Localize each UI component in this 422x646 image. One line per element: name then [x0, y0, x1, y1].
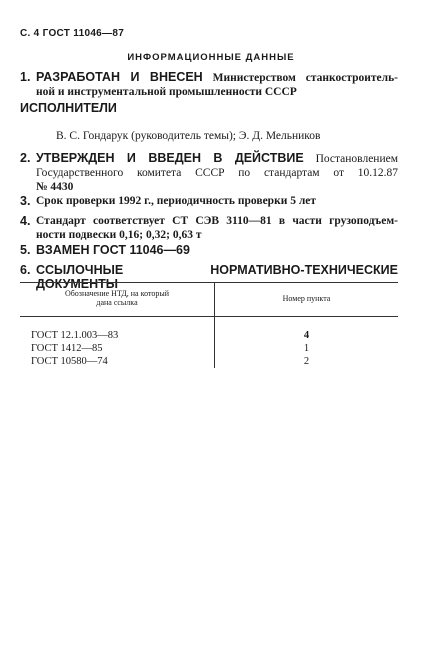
section-3 — [20, 194, 398, 208]
section-heading: УТВЕРЖДЕН И ВВЕДЕН В ДЕЙСТВИЕ — [36, 151, 304, 165]
column-header-line: Обозначение НТД, на который — [64, 289, 170, 298]
section-6-text: ССЫЛОЧНЫЕ НОРМАТИВНО-ТЕХНИЧЕСКИЕ ДОКУМЕНТЫ — [36, 263, 398, 291]
section-number: 3. — [20, 194, 31, 208]
table-header-row — [20, 283, 398, 317]
cell-document: ГОСТ 1412—85 — [20, 342, 215, 355]
section-2-line-3: № 4430 — [36, 181, 74, 193]
reference-table — [20, 282, 398, 368]
section-text: Постановлением — [315, 153, 398, 165]
table-row — [20, 317, 398, 343]
section-text: Министерством станкостроитель- — [212, 72, 399, 84]
executors-heading: ИСПОЛНИТЕЛИ — [20, 101, 117, 115]
section-4 — [20, 214, 398, 242]
section-number: 4. — [20, 214, 31, 228]
section-heading: РАЗРАБОТАН И ВНЕСЕН — [36, 70, 203, 84]
table-row — [20, 342, 398, 355]
cell-document: ГОСТ 12.1.003—83 — [20, 317, 215, 343]
cell-item-number: 1 — [303, 343, 310, 354]
section-number: 2. — [20, 151, 31, 165]
executors-text: В. С. Гондарук (руководитель темы); Э. Д. Мельников — [56, 130, 321, 142]
cell-item-number: 2 — [303, 356, 310, 367]
section-5-text: ВЗАМЕН ГОСТ 11046—69 — [36, 243, 190, 257]
cell-document: ГОСТ 10580—74 — [20, 355, 215, 368]
table-row — [20, 355, 398, 368]
section-1-line-2: ной и инструментальной промышленности СССР — [36, 86, 297, 98]
section-1 — [20, 70, 398, 99]
section-2-line-1 — [36, 151, 398, 166]
cell-item-number: 4 — [303, 330, 310, 341]
section-4-line-2: ности подвески 0,16; 0,32; 0,63 т — [36, 229, 202, 241]
section-5 — [20, 243, 398, 257]
section-number: 6. — [20, 263, 31, 277]
column-header-line: дана ссылка — [96, 298, 138, 307]
section-number: 5. — [20, 243, 31, 257]
section-2 — [20, 151, 398, 194]
column-header-item-number: Номер пункта — [215, 283, 399, 317]
section-1-line-1 — [36, 70, 398, 85]
section-4-line-1: Стандарт соответствует СТ СЭВ 3110—81 в части грузоподъем- — [36, 215, 398, 227]
section-3-text: Срок проверки 1992 г., периодичность проверки 5 лет — [36, 195, 317, 207]
section-2-line-2: Государственного комитета СССР по стандартам от 10.12.87 — [36, 167, 398, 179]
section-number: 1. — [20, 70, 31, 84]
page-title: ИНФОРМАЦИОННЫЕ ДАННЫЕ — [127, 52, 295, 63]
column-header-document — [20, 283, 215, 317]
page-header: С. 4 ГОСТ 11046—87 — [20, 28, 125, 39]
